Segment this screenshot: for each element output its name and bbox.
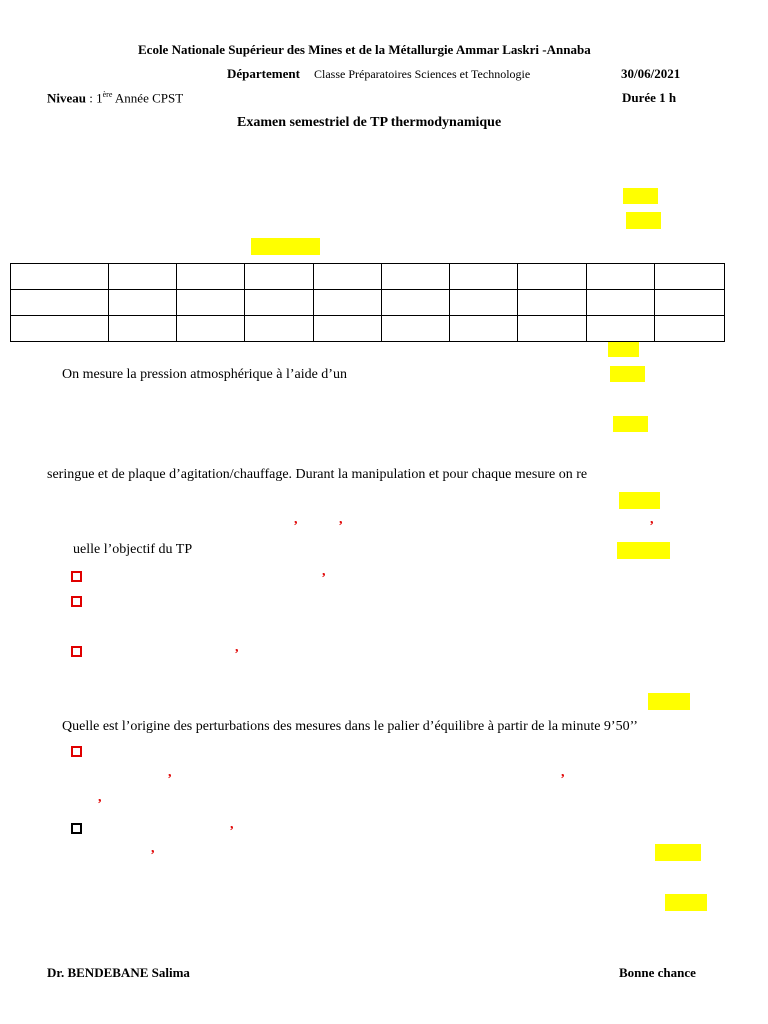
- table-cell: [382, 316, 450, 342]
- table-cell: [11, 290, 109, 316]
- highlight-mark: [619, 492, 660, 509]
- table-cell: [518, 264, 587, 290]
- table-cell: [245, 290, 314, 316]
- table-cell: [587, 264, 655, 290]
- highlight-mark: [648, 693, 690, 710]
- red-comma: ,: [151, 841, 155, 856]
- table-cell: [450, 264, 518, 290]
- highlight-mark: [655, 844, 701, 861]
- school-name: Ecole Nationale Supérieur des Mines et de la Métallurgie Ammar Laskri -Annaba: [138, 42, 591, 57]
- table-cell: [450, 316, 518, 342]
- red-comma: ,: [561, 765, 565, 780]
- checkbox-icon[interactable]: [71, 746, 82, 757]
- table-cell: [109, 290, 177, 316]
- table-cell: [518, 316, 587, 342]
- measurement-table-body: [11, 264, 725, 342]
- highlight-mark: [623, 188, 658, 204]
- pressure-line: On mesure la pression atmosphérique à l’aide d’un: [62, 367, 347, 382]
- table-cell: [314, 290, 382, 316]
- table-cell: [11, 264, 109, 290]
- table-cell: [382, 264, 450, 290]
- level-label: Niveau: [47, 90, 86, 106]
- level-sep: : 1: [86, 90, 103, 106]
- highlight-mark: [665, 894, 707, 911]
- author-name: Dr. BENDEBANE Salima: [47, 965, 190, 980]
- table-cell: [587, 290, 655, 316]
- level-sup: ère: [102, 90, 113, 99]
- exam-title: Examen semestriel de TP thermodynamique: [237, 115, 502, 130]
- table-cell: [655, 264, 725, 290]
- table-cell: [518, 290, 587, 316]
- red-comma: ,: [294, 512, 298, 527]
- exam-date: 30/06/2021: [621, 66, 681, 81]
- closing-text: Bonne chance: [619, 965, 696, 980]
- table-cell: [382, 290, 450, 316]
- highlight-mark: [610, 366, 645, 382]
- checkbox-icon[interactable]: [71, 823, 82, 834]
- highlight-mark: [608, 341, 639, 357]
- checkbox-icon[interactable]: [71, 596, 82, 607]
- highlight-mark: [617, 542, 670, 559]
- level-line: [47, 90, 183, 106]
- table-cell: [245, 264, 314, 290]
- red-comma: ,: [322, 564, 326, 579]
- table-cell: [109, 264, 177, 290]
- objective-question: uelle l’objectif du TP: [73, 542, 193, 557]
- red-comma: ,: [98, 790, 102, 805]
- table-cell: [245, 316, 314, 342]
- syringe-line: seringue et de plaque d’agitation/chauffage. Durant la manipulation et pour chaque mesure on re: [47, 467, 588, 482]
- measurement-table: [10, 263, 725, 342]
- red-comma: ,: [339, 512, 343, 527]
- table-row: [11, 316, 725, 342]
- table-cell: [177, 290, 245, 316]
- table-cell: [109, 316, 177, 342]
- table-cell: [450, 290, 518, 316]
- table-cell: [177, 316, 245, 342]
- red-comma: ,: [650, 512, 654, 527]
- table-cell: [177, 264, 245, 290]
- table-cell: [655, 316, 725, 342]
- table-cell: [314, 316, 382, 342]
- highlight-mark: [626, 212, 661, 229]
- exam-duration: Durée 1 h: [622, 90, 677, 105]
- level-rest: Année CPST: [112, 90, 184, 106]
- highlight-mark: [613, 416, 648, 432]
- checkbox-icon[interactable]: [71, 646, 82, 657]
- checkbox-icon[interactable]: [71, 571, 82, 582]
- red-comma: ,: [235, 640, 239, 655]
- perturbation-question: Quelle est l’origine des perturbations des mesures dans le palier d’équilibre à partir de la minute 9’50’’: [62, 719, 638, 734]
- red-comma: ,: [168, 765, 172, 780]
- table-cell: [11, 316, 109, 342]
- table-row: [11, 264, 725, 290]
- table-row: [11, 290, 725, 316]
- table-cell: [314, 264, 382, 290]
- red-comma: ,: [230, 817, 234, 832]
- department-value: Classe Préparatoires Sciences et Technologie: [314, 67, 531, 81]
- department-label: Département: [227, 66, 300, 81]
- highlight-mark: [251, 238, 320, 255]
- table-cell: [655, 290, 725, 316]
- table-cell: [587, 316, 655, 342]
